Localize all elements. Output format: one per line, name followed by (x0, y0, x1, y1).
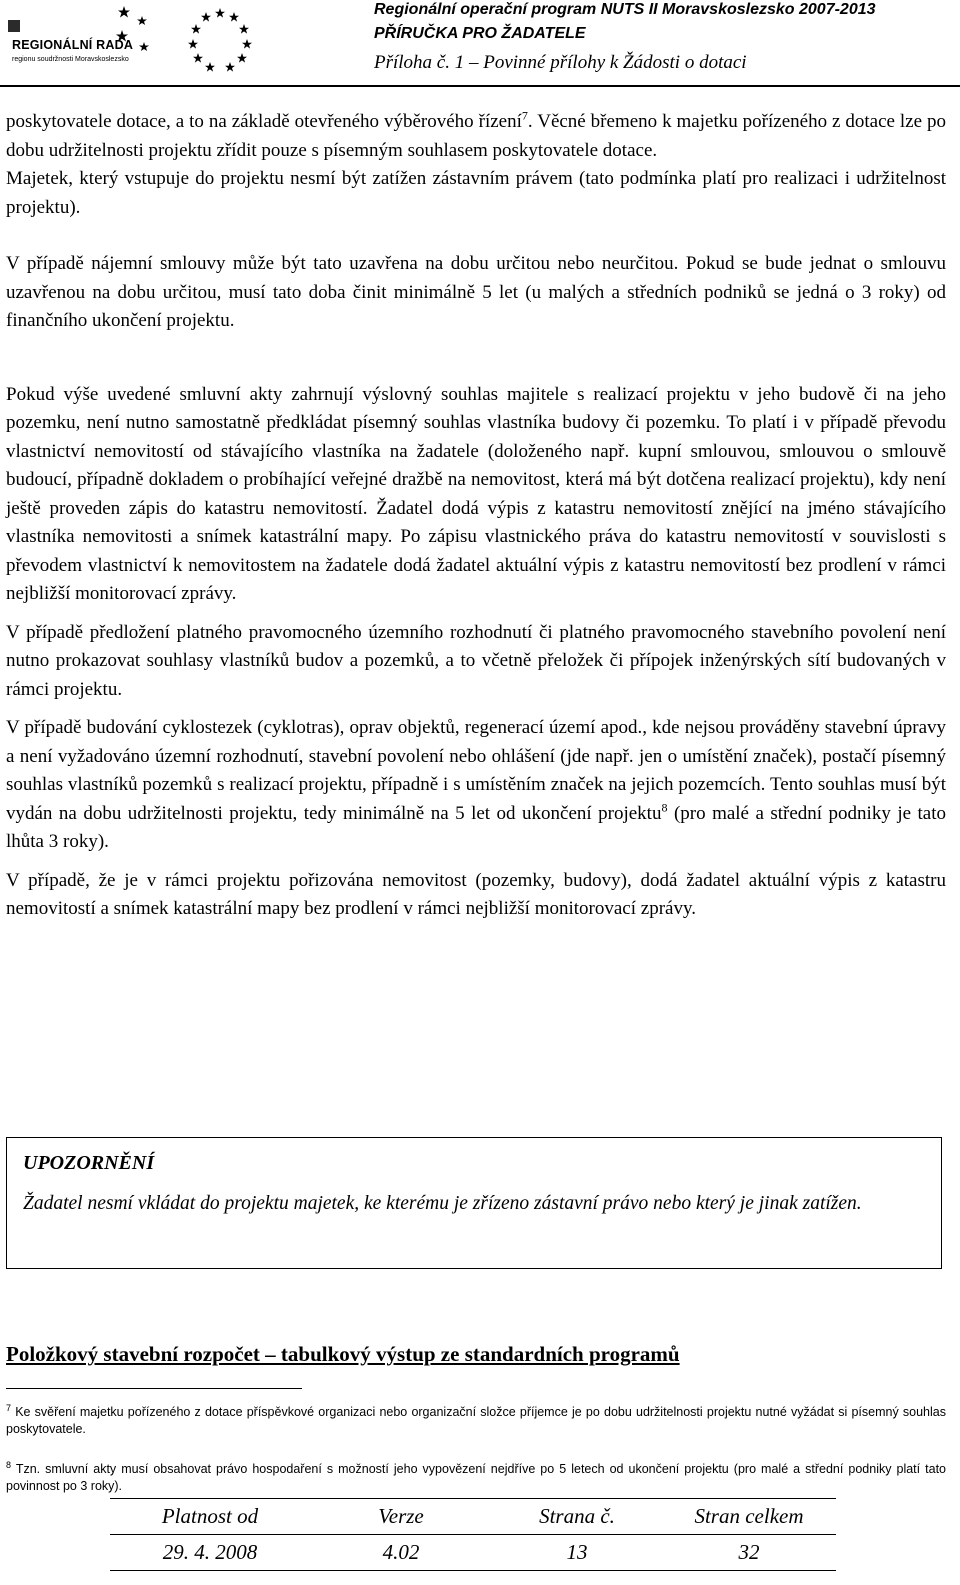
paragraph: Pokud výše uvedené smluvní akty zahrnují výslovný souhlas majitele s realizací projektu v jeho budově či na jeho pozemku, není nutno samostatně předkládat písemný souhlas vlastníka budovy či pozemku. To platí i v případě převodu vlastnictví nemovitostí od stávajícího vlastníka na žadatele (doloženého např. kupní smlouvou, smlouvou o smlouvě budoucí, případně dokladem o probíhající veřejné dražbě na nemovitost, která má být dotčena realizací projektu), kdy není ještě proveden zápis do katastru nemovitostí. Žadatel dodá výpis z katastru nemovitostí znějící na jméno stávajícího vlastníka nemovitosti a snímek katastrální mapy. Po zápisu vlastnického práva do katastru nemovitostí v souvislosti s převodem vlastnictví k nemovitostem na žadatele dodá žadatel aktuální výpis z katastru nemovitostí bez prodlení v rámci nejbližší monitorovací zprávy. (6, 383, 946, 604)
warning-box (6, 1137, 942, 1269)
footer-header-cell: Stran celkem (662, 1499, 836, 1535)
footer-table (110, 1498, 836, 1571)
footer-header-cell: Verze (310, 1499, 492, 1535)
footnote-number: 7 (6, 1402, 12, 1413)
footnote-number: 8 (6, 1459, 12, 1470)
document-body (6, 108, 946, 924)
warning-title: UPOZORNĚNÍ (23, 1152, 155, 1174)
footnote-text: Ke svěření majetku pořízeného z dotace příspěvkové organizaci nebo organizační složce příjemce je po dobu udržitelnosti projektu nutné vyžádat si písemný souhlas poskytovatele. (6, 1405, 946, 1436)
footer-value-cell: 32 (662, 1535, 836, 1571)
paragraph: V případě, že je v rámci projektu pořizována nemovitost (pozemky, budovy), dodá žadatel aktuální výpis z katastru nemovitostí a snímek katastrální mapy bez prodlení v rámci nejbližší monitorovací zprávy. (6, 869, 946, 919)
footer-header-cell: Platnost od (110, 1499, 310, 1535)
footer-value-cell: 4.02 (310, 1535, 492, 1571)
section-heading: Položkový stavební rozpočet – tabulkový výstup ze standardních programů (6, 1342, 680, 1366)
footnote-text: Tzn. smluvní akty musí obsahovat právo hospodaření s možností jeho vypovězení nejdříve po 5 letech od ukončení projektu (pro malé a střední podniky platí tato povinnost po 3 roky). (6, 1462, 947, 1493)
footnote (6, 1404, 946, 1438)
logo-subtitle: regionu soudržnosti Moravskoslezsko (12, 56, 129, 63)
logo-square-icon (8, 20, 20, 32)
program-title: Regionální operační program NUTS II Moravskoslezsko 2007-2013 (374, 1, 876, 18)
annex-title: Příloha č. 1 – Povinné přílohy k Žádosti o dotaci (374, 52, 747, 73)
footer-header-cell: Strana č. (492, 1499, 662, 1535)
logo-title: REGIONÁLNÍ RADA (12, 38, 134, 52)
footer-value-row (110, 1535, 836, 1571)
header-divider (0, 85, 960, 87)
footer-value-cell: 29. 4. 2008 (110, 1535, 310, 1571)
paragraph: V případě nájemní smlouvy může být tato uzavřena na dobu určitou nebo neurčitou. Pokud se bude jednat o smlouvu uzavřenou na dobu určitou, musí tato doba činit minimálně 5 let (u malých a středních podniků se jedná o 3 roky) od finančního ukončení projektu. (6, 253, 946, 331)
footer-value-cell: 13 (492, 1535, 662, 1571)
warning-text: Žadatel nesmí vkládat do projektu majetek, ke kterému je zřízeno zástavní právo nebo který je jinak zatížen. (23, 1193, 862, 1214)
paragraph: V případě předložení platného pravomocného územního rozhodnutí či platného pravomocného stavebního povolení není nutno prokazovat souhlasy vlastníků budov a pozemků, a to včetně přeložek či přípojek inženýrských sítí budovaných v rámci projektu. (6, 621, 946, 700)
page-header (0, 0, 960, 90)
star-cluster-icon (104, 2, 164, 62)
paragraph: poskytovatele dotace, a to na základě otevřeného výběrového řízení$^7$. Věcné břemeno k majetku pořízeného z dotace lze po dobu udržitelnosti projektu zřídit pouze s písemným souhlasem poskytovatele dotace. (6, 108, 946, 161)
footnote-ref[interactable]: 8 (661, 800, 668, 815)
paragraph: V případě budování cyklostezek (cyklotras), oprav objektů, regenerací území apod., kde nejsou prováděny stavební úpravy a není vyžadováno územní rozhodnutí, stavební povolení nebo ohlášení (jde např. jen o umístění značek), postačí písemný souhlas vlastníků pozemků s realizací projektu, případně i s umístěním značek na jejich pozemcích. Tento souhlas musí být vydán na dobu udržitelnosti projektu, tedy minimálně na 5 let od ukončení projektu$^8$ (pro malé a střední podniky je tato lhůta 3 roky). (6, 717, 946, 852)
eu-stars-icon (180, 2, 260, 74)
handbook-title: PŘÍRUČKA PRO ŽADATELE (374, 25, 586, 42)
footnote-divider (6, 1388, 302, 1389)
footnote-ref[interactable]: 7 (521, 108, 528, 123)
paragraph: Majetek, který vstupuje do projektu nesmí být zatížen zástavním právem (tato podmínka platí pro realizaci i udržitelnost projektu). (6, 168, 946, 218)
footnote (6, 1461, 946, 1495)
footer-header-row (110, 1499, 836, 1535)
